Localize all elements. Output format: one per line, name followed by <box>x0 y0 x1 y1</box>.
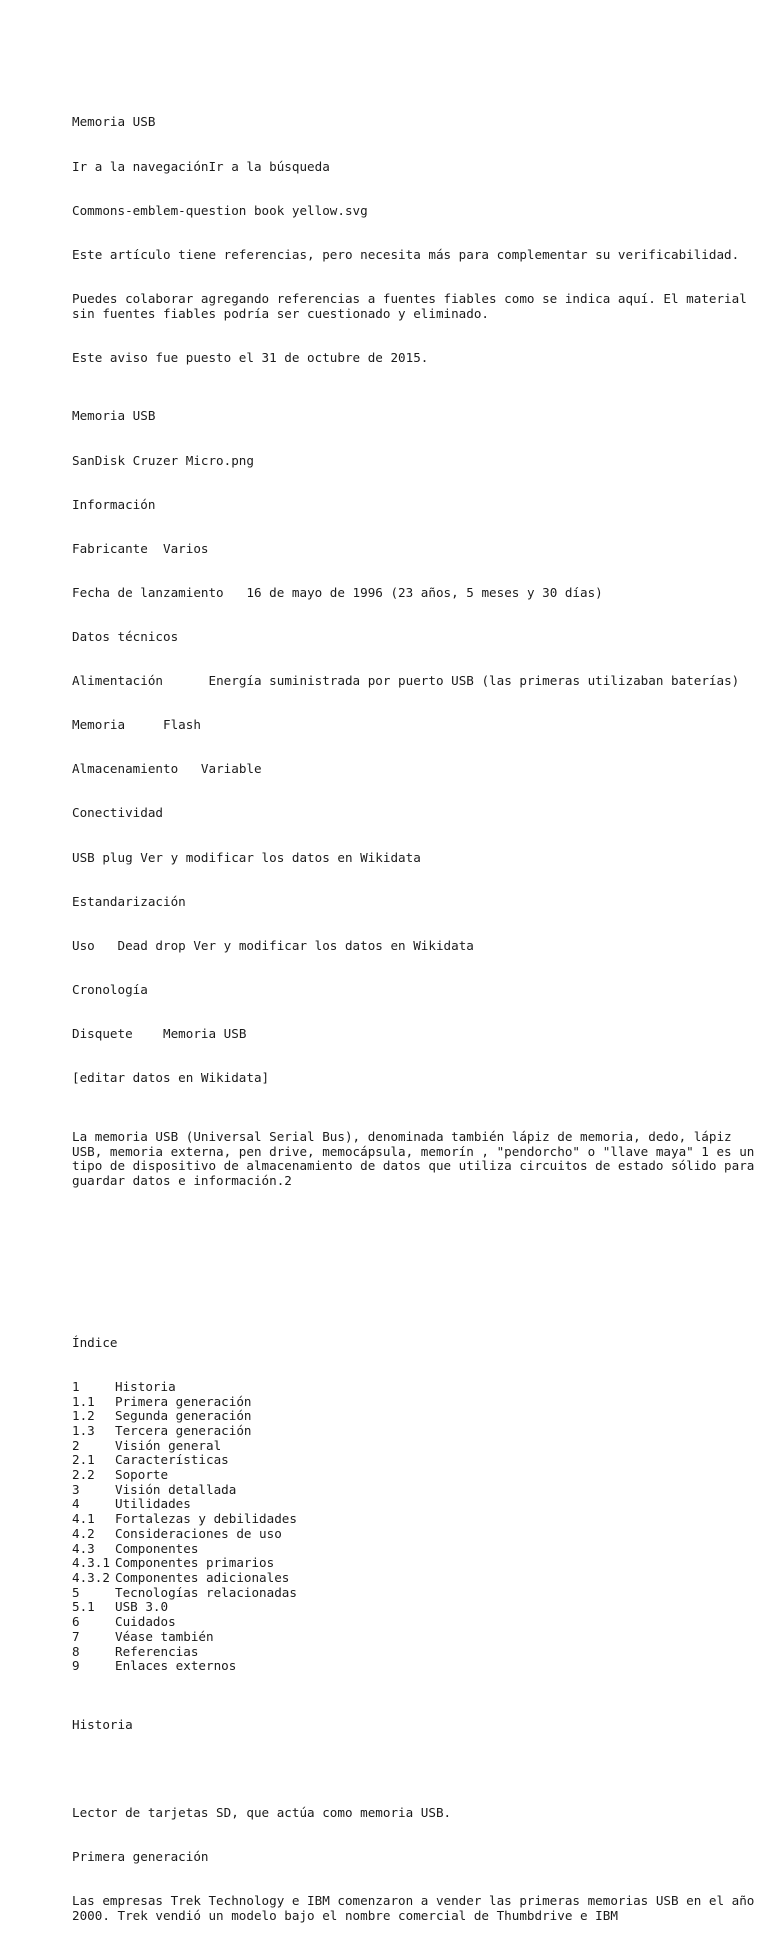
toc-item-number: 8 <box>72 1643 80 1659</box>
fecha-label: Fecha de lanzamiento <box>72 584 224 600</box>
notice-text-1: Este artículo tiene referencias, pero necesita más para complementar su verificabilidad. <box>72 246 740 262</box>
cronologia-prev-link[interactable]: Disquete <box>72 1026 133 1041</box>
toc-item-number: 1.1 <box>72 1393 95 1409</box>
uso-value[interactable]: Dead drop Ver y modificar los datos en Wikidata <box>117 937 474 953</box>
infobox-title: Memoria USB <box>72 408 156 424</box>
notice-icon-filename: Commons-emblem-question book yellow.svg <box>72 202 368 218</box>
toc-item[interactable] <box>72 1527 762 1542</box>
infobox-row-fabricante <box>72 542 762 557</box>
conectividad-value[interactable]: USB plug Ver y modificar los datos en Wikidata <box>72 849 421 865</box>
toc-item-label[interactable]: Cuidados <box>115 1614 176 1630</box>
blank-line <box>72 1233 762 1248</box>
toc-item-number: 1.3 <box>72 1422 95 1438</box>
infobox-row-memoria <box>72 718 762 733</box>
toc-item-number: 5.1 <box>72 1599 95 1615</box>
toc-item-label[interactable]: Primera generación <box>115 1393 252 1409</box>
toc-item-label[interactable]: USB 3.0 <box>115 1599 169 1615</box>
infobox-row-alimentacion <box>72 674 762 689</box>
toc-item[interactable] <box>72 1468 762 1483</box>
toc-item-number: 4.2 <box>72 1525 95 1541</box>
toc-item[interactable] <box>72 1659 762 1674</box>
toc-item-number: 6 <box>72 1614 80 1630</box>
blank-line <box>72 1277 762 1292</box>
toc-item-label[interactable]: Componentes <box>115 1540 199 1556</box>
toc-item-label[interactable]: Tercera generación <box>115 1422 252 1438</box>
alimentacion-label: Alimentación <box>72 673 163 689</box>
almacenamiento-label: Almacenamiento <box>72 761 179 777</box>
toc-item-label[interactable]: Características <box>115 1452 229 1468</box>
toc-item-number: 9 <box>72 1658 80 1674</box>
image-caption: Lector de tarjetas SD, que actúa como memoria USB. <box>72 1805 452 1821</box>
toc-list <box>72 1380 762 1674</box>
toc-item-label[interactable]: Tecnologías relacionadas <box>115 1584 297 1600</box>
toc-item-label[interactable]: Véase también <box>115 1628 214 1644</box>
toc-item[interactable] <box>72 1586 762 1601</box>
notice-date: Este aviso fue puesto el 31 de octubre de 2015. <box>72 349 429 365</box>
infobox-image-filename: SanDisk Cruzer Micro.png <box>72 452 254 468</box>
intro-paragraph: La memoria USB (Universal Serial Bus), denominada también lápiz de memoria, dedo, lápiz USB, memoria externa, pen drive, memocápsula, memorín , "pendorcho" o "llave maya" 1 es un tipo de dispositivo de almacenamiento de datos que utiliza circuitos de estado sólido para guardar datos e información.2 <box>72 1128 762 1189</box>
toc-item-number: 4.1 <box>72 1511 95 1527</box>
toc-item-number: 5 <box>72 1584 80 1600</box>
toc-item[interactable] <box>72 1645 762 1660</box>
page-title: Memoria USB <box>72 114 156 130</box>
toc-item-label[interactable]: Consideraciones de uso <box>115 1525 282 1541</box>
subsection-heading-primera-generacion: Primera generación <box>72 1849 209 1865</box>
toc-item-label[interactable]: Componentes adicionales <box>115 1569 290 1585</box>
notice-text-2: Puedes colaborar agregando referencias a fuentes fiables como se indica aquí. El material sin fuentes fiables podría ser cuestionado y eliminado. <box>72 290 755 321</box>
toc-heading: Índice <box>72 1334 118 1350</box>
skip-links[interactable]: Ir a la navegaciónIr a la búsqueda <box>72 158 330 174</box>
blank-line <box>72 1762 762 1777</box>
toc-item[interactable] <box>72 1630 762 1645</box>
toc-item-number: 4.3.1 <box>72 1555 110 1571</box>
toc-item[interactable] <box>72 1380 762 1395</box>
infobox-section-datos: Datos técnicos <box>72 629 179 645</box>
memoria-label: Memoria <box>72 717 126 733</box>
toc-item-number: 4.3.2 <box>72 1569 110 1585</box>
toc-item-label[interactable]: Utilidades <box>115 1496 191 1512</box>
infobox-row-cronologia <box>72 1027 762 1042</box>
document-body <box>72 86 762 1939</box>
toc-item-number: 2.1 <box>72 1452 95 1468</box>
toc-item-number: 1.2 <box>72 1408 95 1424</box>
toc-item[interactable] <box>72 1556 762 1571</box>
edit-wikidata-link[interactable]: [editar datos en Wikidata] <box>72 1070 270 1086</box>
toc-item[interactable] <box>72 1615 762 1630</box>
toc-item[interactable] <box>72 1571 762 1586</box>
toc-item-label[interactable]: Historia <box>115 1378 176 1394</box>
toc-item[interactable] <box>72 1600 762 1615</box>
toc-item[interactable] <box>72 1512 762 1527</box>
toc-item-number: 7 <box>72 1628 80 1644</box>
infobox-row-uso <box>72 939 762 954</box>
cronologia-current: Memoria USB <box>163 1026 247 1041</box>
fabricante-value[interactable]: Varios <box>163 540 209 556</box>
memoria-value[interactable]: Flash <box>163 717 201 733</box>
toc-item-number: 2 <box>72 1437 80 1453</box>
toc-item-label[interactable]: Soporte <box>115 1467 169 1483</box>
infobox-section-info: Información <box>72 496 156 512</box>
section-heading-historia: Historia <box>72 1717 133 1733</box>
toc-item-label[interactable]: Fortalezas y debilidades <box>115 1511 297 1527</box>
alimentacion-value: Energía suministrada por puerto USB (las primeras utilizaban baterías) <box>208 673 740 689</box>
fabricante-label: Fabricante <box>72 540 148 556</box>
toc-item-number: 1 <box>72 1378 80 1394</box>
fecha-value: 16 de mayo de 1996 (23 años, 5 meses y 30 días) <box>246 584 603 600</box>
toc-item[interactable] <box>72 1453 762 1468</box>
toc-item-label[interactable]: Visión detallada <box>115 1481 237 1497</box>
toc-item-label[interactable]: Componentes primarios <box>115 1555 275 1571</box>
toc-item[interactable] <box>72 1395 762 1410</box>
toc-item-number: 4.3 <box>72 1540 95 1556</box>
toc-item-number: 3 <box>72 1481 80 1497</box>
toc-item[interactable] <box>72 1542 762 1557</box>
toc-item[interactable] <box>72 1424 762 1439</box>
infobox-row-almacenamiento <box>72 762 762 777</box>
toc-item-label[interactable]: Segunda generación <box>115 1408 252 1424</box>
toc-item[interactable] <box>72 1497 762 1512</box>
uso-label: Uso <box>72 937 95 953</box>
toc-item-number: 2.2 <box>72 1467 95 1483</box>
infobox-row-fecha <box>72 586 762 601</box>
infobox-section-estandarizacion: Estandarización <box>72 893 186 909</box>
infobox-section-cronologia: Cronología <box>72 981 148 997</box>
toc-item[interactable] <box>72 1409 762 1424</box>
toc-item-label[interactable]: Visión general <box>115 1437 222 1453</box>
toc-item-label[interactable]: Referencias <box>115 1643 199 1659</box>
toc-item-number: 4 <box>72 1496 80 1512</box>
historia-paragraph: Las empresas Trek Technology e IBM comenzaron a vender las primeras memorias USB en el año 2000. Trek vendió un modelo bajo el nombre comercial de Thumbdrive e IBM <box>72 1893 762 1924</box>
toc-item[interactable] <box>72 1439 762 1454</box>
infobox-section-conectividad: Conectividad <box>72 805 163 821</box>
toc-item-label[interactable]: Enlaces externos <box>115 1658 237 1674</box>
almacenamiento-value: Variable <box>200 761 262 777</box>
toc-item[interactable] <box>72 1483 762 1498</box>
